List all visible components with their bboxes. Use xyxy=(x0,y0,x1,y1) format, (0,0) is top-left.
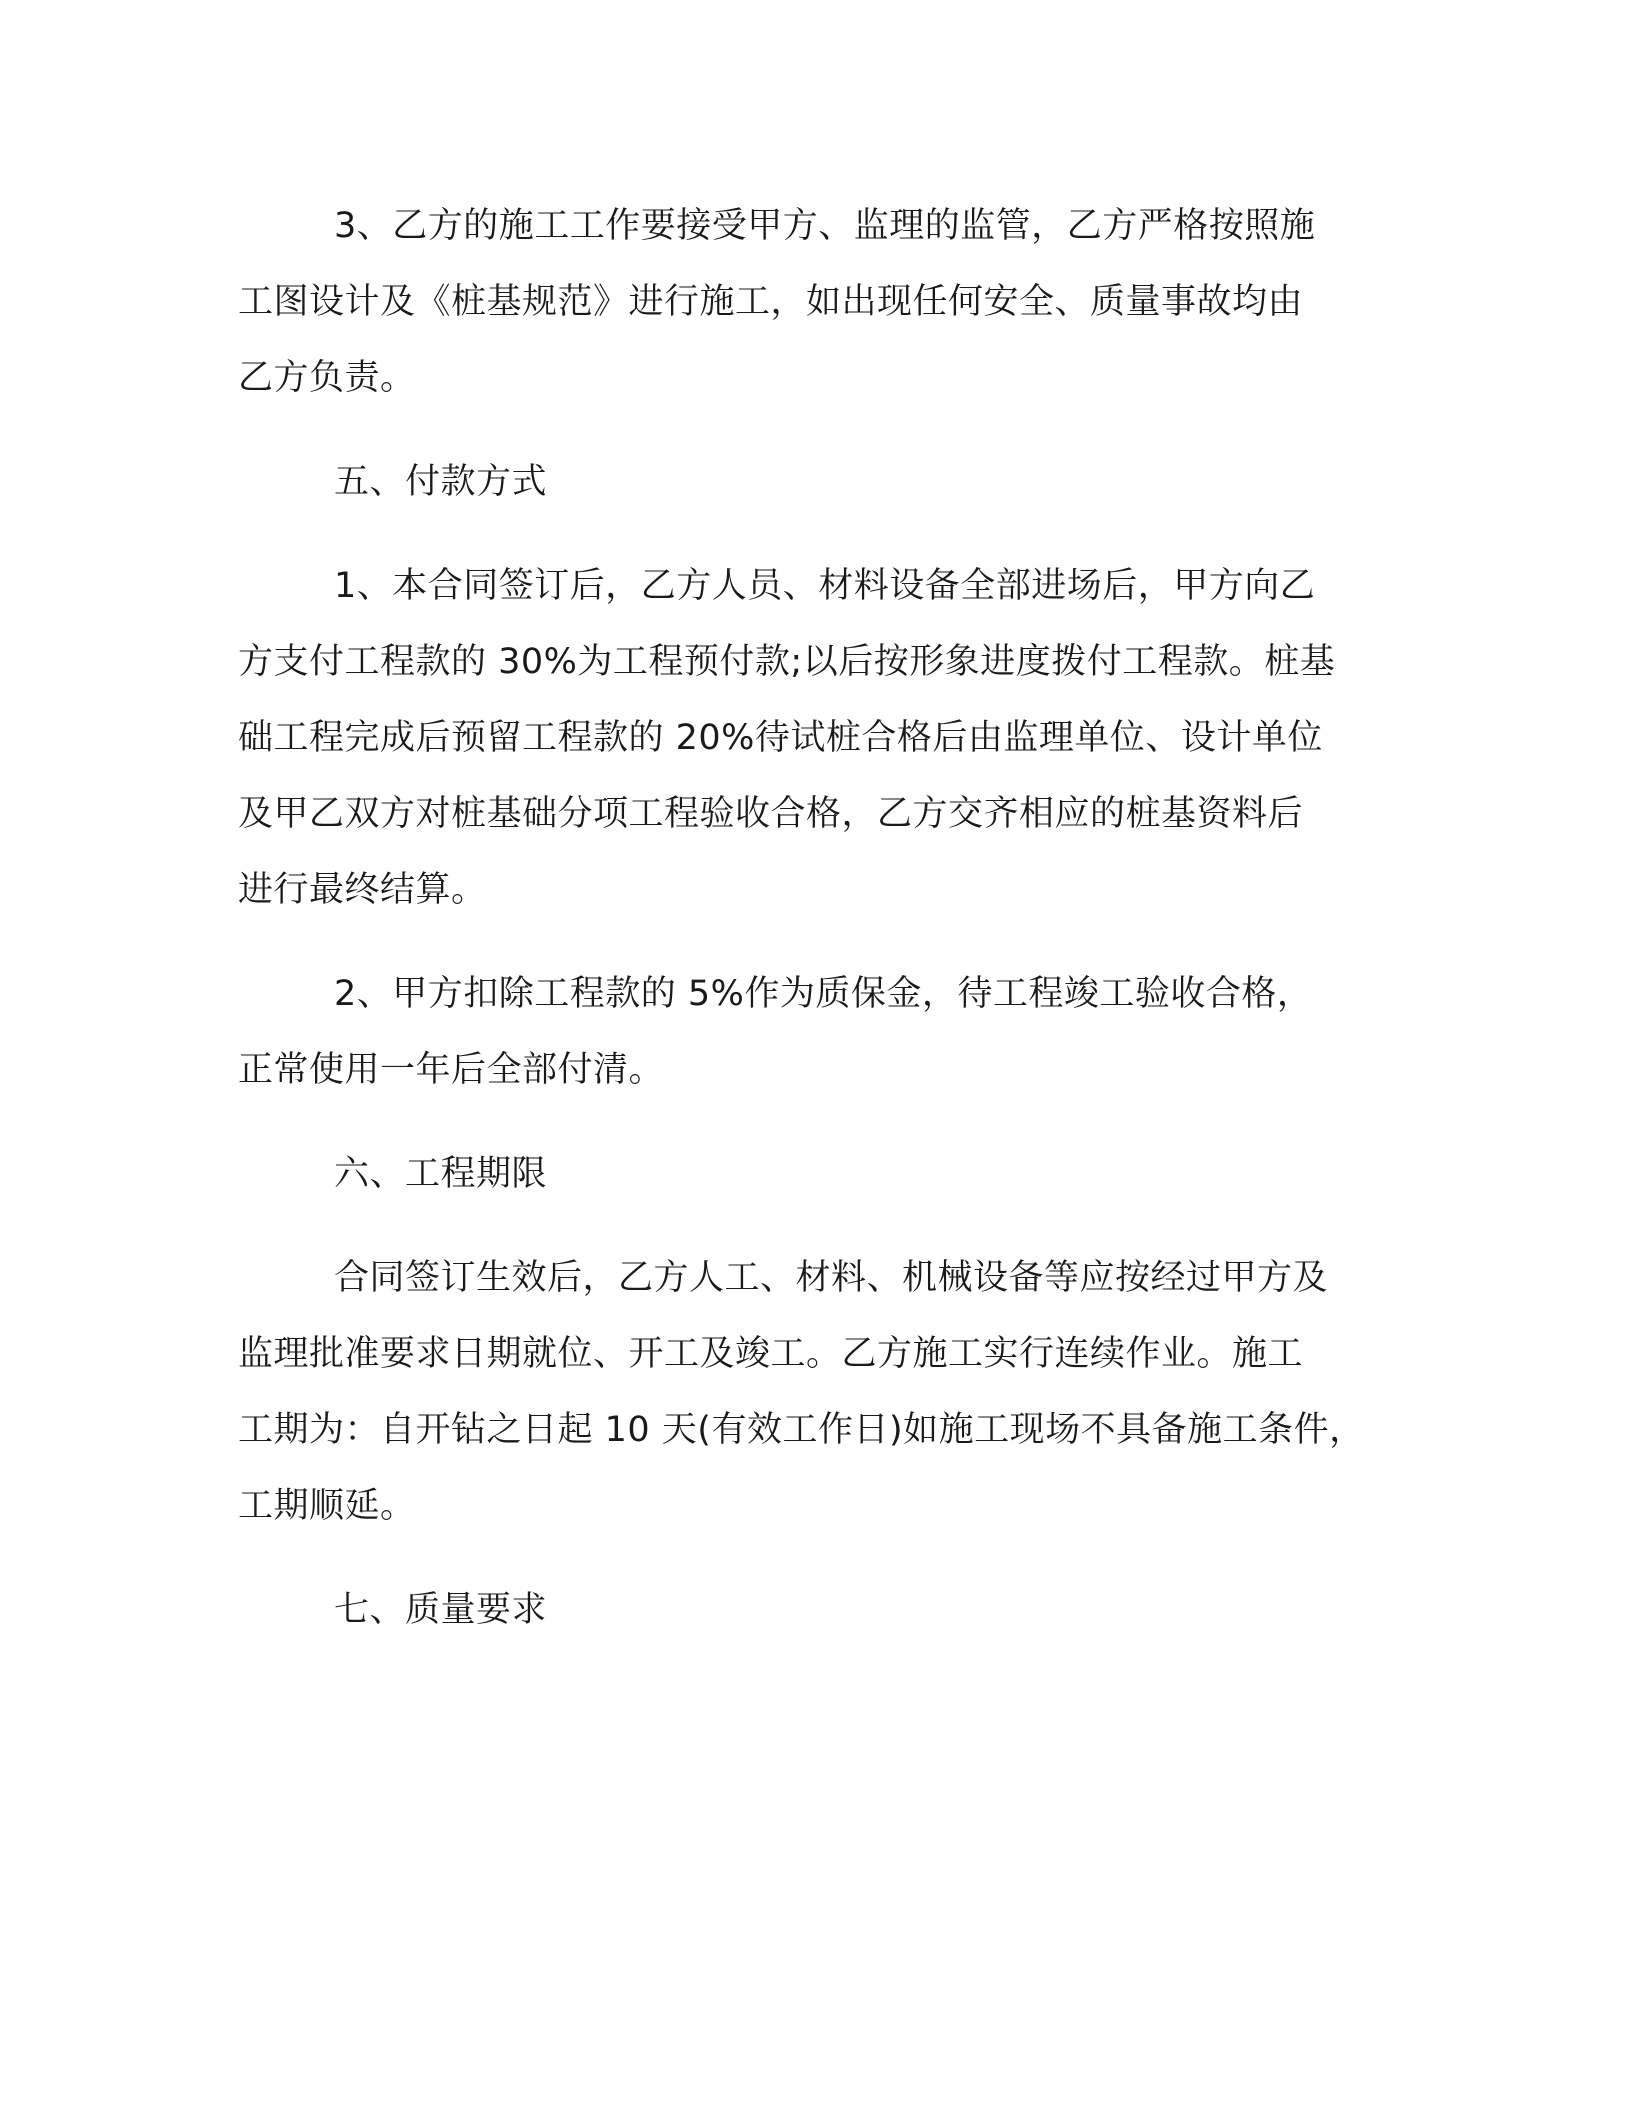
section-heading-payment xyxy=(238,444,1398,520)
paragraph-line: 工图设计及《桩基规范》进行施工，如出现任何安全、质量事故均由 xyxy=(238,282,1304,322)
paragraph-line: 进行最终结算。 xyxy=(238,870,487,910)
paragraph-line: 乙方负责。 xyxy=(238,358,416,398)
paragraph-line: 3、乙方的施工工作要接受甲方、监理的监管，乙方严格按照施 xyxy=(334,206,1316,246)
section-heading-quality xyxy=(238,1572,1398,1648)
paragraph-clause-3 xyxy=(238,188,1398,416)
paragraph-line: 正常使用一年后全部付清。 xyxy=(238,1050,665,1090)
paragraph-line: 工期顺延。 xyxy=(238,1486,416,1526)
paragraph-line: 监理批准要求日期就位、开工及竣工。乙方施工实行连续作业。施工 xyxy=(238,1334,1304,1374)
paragraph-line: 工期为：自开钻之日起 10 天(有效工作日)如施工现场不具备施工条件， xyxy=(238,1410,1365,1450)
paragraph-line: 1、本合同签订后，乙方人员、材料设备全部进场后，甲方向乙 xyxy=(334,566,1316,606)
section-heading: 六、工程期限 xyxy=(334,1154,548,1194)
paragraph-line: 2、甲方扣除工程款的 5%作为质保金，待工程竣工验收合格， xyxy=(334,974,1313,1014)
document-body xyxy=(238,188,1398,1648)
paragraph-payment-1 xyxy=(238,548,1398,928)
paragraph-payment-2 xyxy=(238,956,1398,1108)
paragraph-line: 础工程完成后预留工程款的 20%待试桩合格后由监理单位、设计单位 xyxy=(238,718,1323,758)
paragraph-duration xyxy=(238,1240,1398,1544)
section-heading: 七、质量要求 xyxy=(334,1590,548,1630)
section-heading-duration xyxy=(238,1136,1398,1212)
section-heading: 五、付款方式 xyxy=(334,462,548,502)
paragraph-line: 及甲乙双方对桩基础分项工程验收合格，乙方交齐相应的桩基资料后 xyxy=(238,794,1304,834)
paragraph-line: 合同签订生效后，乙方人工、材料、机械设备等应按经过甲方及 xyxy=(334,1258,1329,1298)
paragraph-line: 方支付工程款的 30%为工程预付款;以后按形象进度拨付工程款。桩基 xyxy=(238,642,1336,682)
